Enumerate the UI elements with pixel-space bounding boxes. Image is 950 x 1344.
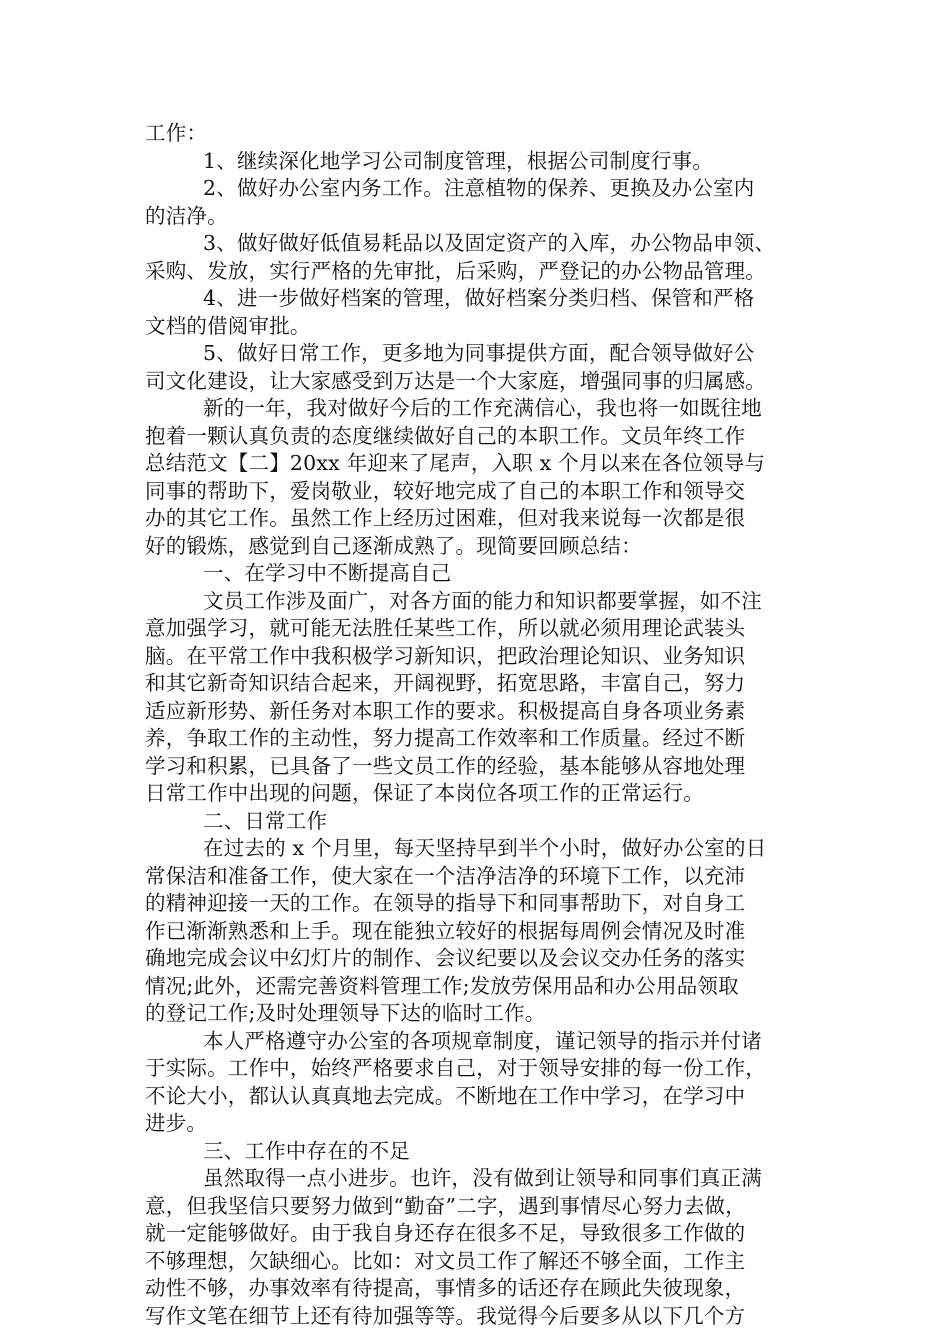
text-line: 3、做好做好低值易耗品以及固定资产的入库，办公物品申领、 <box>203 231 776 255</box>
text-line: 工作： <box>145 121 208 145</box>
paragraph <box>145 588 813 808</box>
paragraph <box>145 285 813 340</box>
text-line: 文档的借阅审批。 <box>145 313 311 338</box>
text-line: 写作文笔在细节上还有待加强等等。我觉得今后要多从以下几个方 <box>145 1303 746 1328</box>
text-line: 三、工作中存在的不足 <box>203 1138 410 1163</box>
text-line: 同事的帮助下，爱岗敬业，较好地完成了自己的本职工作和领导交 <box>145 478 746 503</box>
text-line: 2、做好办公室内务工作。注意植物的保养、更换及办公室内 <box>203 176 755 200</box>
text-line: 抱着一颗认真负责的态度继续做好自己的本职工作。文员年终工作 <box>145 423 746 448</box>
text-line: 情况;此外，还需完善资料管理工作;发放劳保用品和办公用品领取 <box>145 973 739 998</box>
text-line: 文员工作涉及面广，对各方面的能力和知识都要掌握，如不注 <box>203 588 762 613</box>
text-line: 司文化建设，让大家感受到万达是一个大家庭，增强同事的归属感。 <box>145 368 766 393</box>
text-line: 的登记工作;及时处理领导下达的临时工作。 <box>145 1001 546 1025</box>
paragraph <box>145 175 813 230</box>
text-line: 的精神迎接一天的工作。在领导的指导下和同事帮助下，对自身工 <box>145 891 746 915</box>
text-line: 5、做好日常工作，更多地为同事提供方面，配合领导做好公 <box>203 341 755 365</box>
text-line: 作已渐渐熟悉和上手。现在能独立较好的根据每周例会情况及时准 <box>145 918 746 943</box>
text-line: 和其它新奇知识结合起来，开阔视野，拓宽思路，丰富自己，努力 <box>145 671 746 695</box>
text-line: 好的锻炼，感觉到自己逐渐成熟了。现简要回顾总结： <box>145 533 642 558</box>
text-line: 养，争取工作的主动性，努力提高工作效率和工作质量。经过不断 <box>145 726 746 750</box>
text-line: 动性不够，办事效率有待提高，事情多的话还存在顾此失彼现象， <box>145 1276 746 1300</box>
paragraph <box>145 1028 813 1138</box>
paragraph <box>145 148 813 176</box>
text-line: 一、在学习中不断提高自己 <box>203 561 452 585</box>
text-line: 本人严格遵守办公室的各项规章制度，谨记领导的指示并付诸 <box>203 1028 762 1053</box>
text-line: 虽然取得一点小进步。也许，没有做到让领导和同事们真正满 <box>203 1166 762 1190</box>
paragraph <box>145 395 813 560</box>
text-line: 1、继续深化地学习公司制度管理，根据公司制度行事。 <box>203 148 714 173</box>
text-line: 的洁净。 <box>145 203 228 228</box>
text-line: 采购、发放，实行严格的先审批，后采购，严登记的办公物品管理。 <box>145 258 766 283</box>
paragraph <box>145 835 813 1028</box>
text-line: 不论大小，都认认真真地去完成。不断地在工作中学习，在学习中 <box>145 1083 746 1108</box>
text-line: 脑。在平常工作中我积极学习新知识，把政治理论知识、业务知识 <box>145 643 746 668</box>
paragraph <box>145 1165 813 1330</box>
text-line: 新的一年，我对做好今后的工作充满信心，我也将一如既往地 <box>203 396 762 420</box>
text-line: 常保洁和准备工作，使大家在一个洁净洁净的环境下工作，以充沛 <box>145 863 746 888</box>
paragraph <box>145 560 813 588</box>
paragraph <box>145 808 813 836</box>
text-line: 就一定能够做好。由于我自身还存在很多不足，导致很多工作做的 <box>145 1221 746 1245</box>
text-line: 在过去的 x 个月里，每天坚持早到半个小时，做好办公室的日 <box>203 836 767 860</box>
text-line: 进步。 <box>145 1111 208 1135</box>
text-line: 4、进一步做好档案的管理，做好档案分类归档、保管和严格 <box>203 286 755 310</box>
document-body <box>145 120 813 1330</box>
paragraph <box>145 120 813 148</box>
text-line: 意，但我坚信只要努力做到“勤奋”二字，遇到事情尽心努力去做， <box>145 1193 746 1218</box>
text-line: 日常工作中出现的问题，保证了本岗位各项工作的正常运行。 <box>145 781 704 805</box>
text-line: 办的其它工作。虽然工作上经历过困难，但对我来说每一次都是很 <box>145 506 746 530</box>
text-line: 于实际。工作中，始终严格要求自己，对于领导安排的每一份工作， <box>145 1056 766 1080</box>
text-line: 不够理想，欠缺细心。比如：对文员工作了解还不够全面，工作主 <box>145 1248 746 1273</box>
text-line: 意加强学习，就可能无法胜任某些工作，所以就必须用理论武装头 <box>145 616 746 640</box>
text-line: 二、日常工作 <box>203 808 328 833</box>
text-line: 确地完成会议中幻灯片的制作、会议纪要以及会议交办任务的落实 <box>145 946 746 970</box>
paragraph <box>145 230 813 285</box>
text-line: 适应新形势、新任务对本职工作的要求。积极提高自身各项业务素 <box>145 698 746 723</box>
text-line: 总结范文【二】20xx 年迎来了尾声，入职 x 个月以来在各位领导与 <box>145 451 766 475</box>
paragraph <box>145 340 813 395</box>
text-line: 学习和积累，已具备了一些文员工作的经验，基本能够从容地处理 <box>145 753 746 778</box>
paragraph <box>145 1138 813 1166</box>
